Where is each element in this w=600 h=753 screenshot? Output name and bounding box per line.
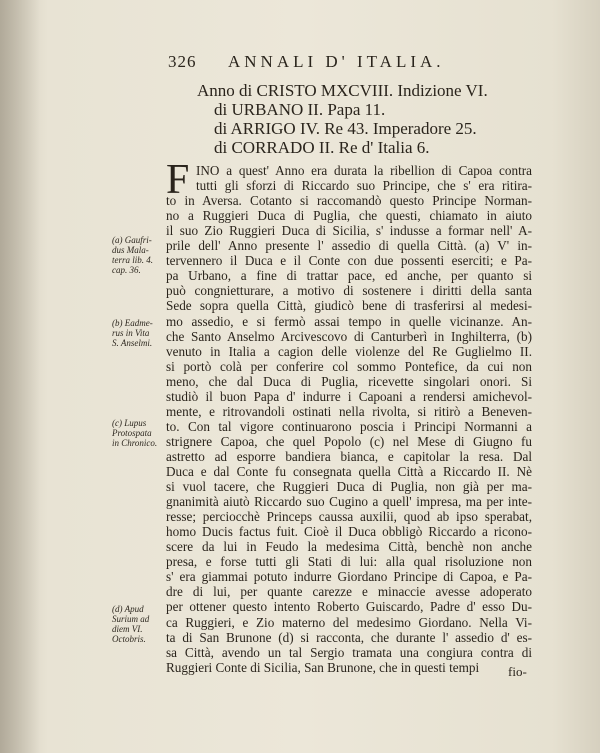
body-line: che Santo Anselmo Arcivescovo di Canturberì in Inghilterra, (b) — [166, 328, 532, 344]
body-line: mo assedio, e si fermò assai tempo in quelle vicinanze. An- — [166, 313, 532, 329]
body-line: ta di San Brunone (d) si racconta, che durante l' assedio d' es- — [166, 629, 532, 645]
body-line: Ruggieri Conte di Sicilia, San Brunone, che in questi tempi — [166, 659, 480, 675]
catchword: fio- — [508, 664, 527, 679]
body-line: no a Ruggieri Duca di Puglia, che questi, chiamato in aiuto — [166, 208, 532, 224]
margin-note-line: dus Mala- — [112, 245, 149, 255]
page-number: 326 — [168, 52, 197, 71]
year-header-line: di ARRIGO IV. Re 43. Imperadore 25. — [214, 119, 477, 138]
margin-note-line: terra lib. 4. — [112, 255, 154, 265]
margin-note-line: (d) Apud — [112, 604, 144, 614]
margin-note-c — [112, 418, 166, 448]
body-line: mente, e ritrovandoli ostinati nella rivolta, si ritirò a Beneven- — [166, 403, 532, 419]
body-line: dre di lui, per quante carezze e minaccie avesse adoperato — [166, 584, 532, 600]
body-line: presa, e forse tutti gli Stati di lui: alla qual risoluzione non — [166, 554, 532, 570]
margin-note-line: cap. 36. — [112, 265, 141, 275]
body-line: to in Aversa. Cotanto si raccomandò questo Principe Norman- — [166, 193, 532, 209]
margin-note-line: Surium ad — [112, 614, 150, 624]
body-line: to. Con tal vigore continuarono poscia i Principi Normanni a — [166, 418, 532, 434]
margin-note-a — [112, 235, 166, 275]
margin-note-d — [112, 604, 166, 644]
body-line: si portò colà per conferire col sommo Pontefice, da cui non — [166, 358, 532, 374]
gutter-shadow — [0, 0, 40, 753]
body-line: INO a quest' Anno era durata la ribellion di Capoa contra — [196, 163, 532, 178]
margin-note-line: in Chronico. — [112, 438, 158, 448]
body-line: gnanimità aiutò Riccardo suo Cugino a quell' impresa, ma per inte- — [166, 494, 532, 510]
body-line: homo Ducis factus fuit. Cioè il Duca obbligò Riccardo a ricono- — [166, 524, 532, 540]
body-line: Duca e dal Conte fu consegnata quella Città a Riccardo II. Nè — [166, 464, 532, 479]
body-line: si vuol tacere, che Ruggieri Duca di Puglia, non già per ma- — [166, 479, 532, 495]
body-line: sa Città, avendo un tal Sergio tramata una congiura contra di — [166, 644, 532, 660]
body-line: studiò il buon Papa d' indurre i Capoani a rendersi amichevol- — [166, 388, 532, 404]
margin-note-line: (b) Eadme- — [112, 318, 153, 328]
body-line: ca Ruggieri, e Zio materno del medesimo Giordano. Nella Vi- — [166, 614, 532, 630]
running-title: ANNALI D' ITALIA. — [228, 52, 445, 71]
body-line: Sede sopra quella Città, giudicò bene di trasferirsi al medesi- — [166, 298, 532, 314]
body-line: strignere Capoa, che quel Popolo (c) nel Mese di Giugno fu — [166, 433, 532, 449]
margin-note-line: rus in Vita — [112, 328, 150, 338]
year-header-line: di URBANO II. Papa 11. — [214, 100, 386, 119]
body-line: scere da lui in Feudo la medesima Città, benchè non anche — [166, 539, 532, 555]
body-line: pa Urbano, a fine di trattar pace, ed anche, per quanto si — [166, 268, 532, 284]
body-line: per ottener questo intento Roberto Guiscardo, Padre d' esso Du- — [166, 599, 532, 615]
body-line: tervennero il Duca e il Conte con due possenti eserciti; e Pa- — [166, 253, 532, 269]
body-line: tutti gli sforzi di Riccardo suo Principe, che s' era ritira- — [196, 178, 532, 194]
margin-note-line: Protospata — [112, 428, 152, 438]
body-line: prile dell' Anno presente l' assedio di quella Città. (a) V' in- — [166, 238, 532, 254]
margin-note-line: S. Anselmi. — [112, 338, 153, 348]
body-line: può congnietturare, a motivo di sostenere i diritti della santa — [166, 283, 532, 299]
body-line: meno, che dal Duca di Puglia, ricevette singolari onori. Si — [166, 373, 532, 389]
body-line: s' era giammai potuto indurre Giordano Principe di Capoa, e Pa- — [166, 569, 532, 585]
running-head — [168, 52, 558, 74]
margin-note-line: diem VI. — [112, 624, 143, 634]
year-header-line: Anno di CRISTO MXCVIII. Indizione VI. — [197, 81, 488, 100]
margin-note-line: (a) Gaufri- — [112, 235, 152, 245]
body-line: astretto ad esporre bandiera bianca, e capitolar la resa. Dal — [166, 448, 532, 464]
margin-note-b — [112, 318, 166, 348]
body-line: venuto in Italia a cagion delle violenze del Re Guglielmo II. — [166, 343, 532, 359]
drop-cap: F — [166, 157, 190, 203]
margin-note-line: Octobris. — [112, 634, 146, 644]
year-header-line: di CORRADO II. Re d' Italia 6. — [214, 138, 430, 157]
body-line: resse; perciocchè Princeps caussa auxilii, quod ab ipso sperabat, — [166, 509, 532, 525]
margin-note-line: (c) Lupus — [112, 418, 147, 428]
body-line: il suo Zio Ruggieri Duca di Sicilia, s' indusse a formar nell' A- — [166, 223, 532, 239]
